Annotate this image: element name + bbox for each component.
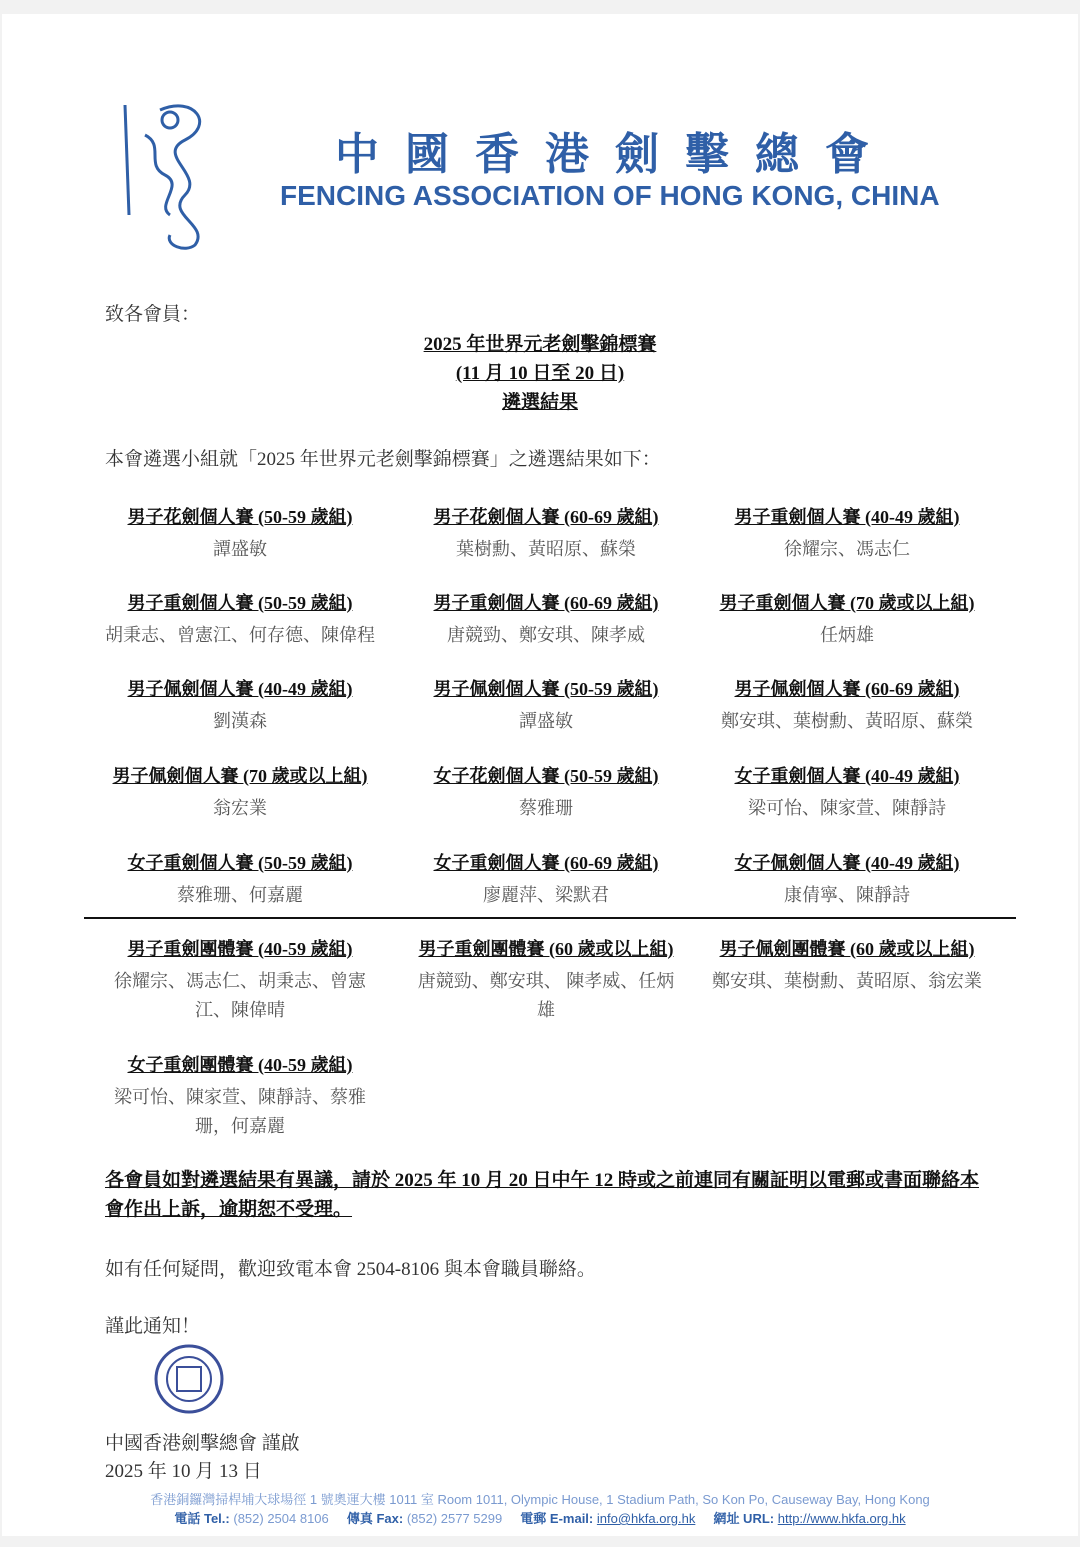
result-entry <box>396 589 696 650</box>
selected-fencers: 唐競勁、鄭安琪、陳孝威 <box>447 625 645 645</box>
email-link[interactable]: info@hkfa.org.hk <box>596 1511 696 1526</box>
selected-fencers: 鄭安琪、葉樹勳、黃昭原、蘇榮 <box>721 711 973 731</box>
result-entry <box>697 849 997 910</box>
event-title: 女子佩劍個人賽 (40-49 歲組) <box>734 853 960 873</box>
selected-fencers: 胡秉志、曾憲江、何存德、陳偉程 <box>105 625 375 645</box>
selected-fencers: 徐耀宗、馮志仁、胡秉志、曾憲江、陳偉晴 <box>114 971 366 1020</box>
tel-label: 電話 Tel.: <box>174 1511 230 1526</box>
event-title: 男子花劍個人賽 (50-59 歲組) <box>127 507 353 527</box>
footer-address: 香港銅鑼灣掃桿埔大球場徑 1 號奧運大樓 1011 室 Room 1011, Olympic House, 1 Stadium Path, So Kon Po, Causeway Bay, Hong Kong <box>150 1492 930 1507</box>
selected-fencers: 翁宏業 <box>213 798 267 818</box>
result-entry <box>396 849 696 910</box>
issue-date: 2025 年 10 月 13 日 <box>105 1461 262 1482</box>
event-title: 女子重劍個人賽 (50-59 歲組) <box>127 853 353 873</box>
appeal-notice: 各會員如對遴選結果有異議，請於 2025 年 10 月 20 日中午 12 時或之前連同有關証明以電郵或書面聯絡本會作出上訴，逾期恕不受理。 <box>105 1170 980 1220</box>
selected-fencers: 鄭安琪、葉樹勳、黃昭原、翁宏業 <box>712 971 982 991</box>
event-title: 男子佩劍個人賽 (60-69 歲組) <box>734 679 960 699</box>
result-entry <box>90 589 390 650</box>
result-entry <box>90 675 390 736</box>
event-title: 男子重劍個人賽 (40-49 歲組) <box>734 507 960 527</box>
event-title: 男子佩劍個人賽 (50-59 歲組) <box>433 679 659 699</box>
result-entry <box>697 589 997 650</box>
result-entry <box>396 935 696 1025</box>
event-title: 男子佩劍個人賽 (40-49 歲組) <box>127 679 353 699</box>
section-divider <box>84 917 1016 919</box>
result-entry <box>697 675 997 736</box>
selected-fencers: 唐競勁、鄭安琪、 陳孝威、任炳雄 <box>417 971 675 1020</box>
result-entry <box>90 935 390 1025</box>
selected-fencers: 劉漢森 <box>213 711 267 731</box>
doc-subtitle: 遴選結果 <box>501 392 578 413</box>
result-entry <box>90 503 390 564</box>
signature: 中國香港劍擊總會 謹啟 <box>105 1433 300 1454</box>
result-entry <box>90 1051 390 1141</box>
selected-fencers: 康倩寧、陳靜詩 <box>784 885 910 905</box>
event-title: 男子重劍個人賽 (70 歲或以上組) <box>719 593 975 613</box>
event-title: 男子佩劍個人賽 (70 歲或以上組) <box>112 766 368 786</box>
selected-fencers: 廖麗萍、梁默君 <box>483 885 609 905</box>
tel-value: (852) 2504 8106 <box>233 1511 329 1526</box>
event-title: 男子花劍個人賽 (60-69 歲組) <box>433 507 659 527</box>
url-label: 網址 URL: <box>713 1511 775 1526</box>
event-title: 女子花劍個人賽 (50-59 歲組) <box>433 766 659 786</box>
selected-fencers: 譚盛敏 <box>213 539 267 559</box>
doc-dates: (11 月 10 日至 20 日) <box>455 363 625 384</box>
doc-title: 2025 年世界元老劍擊錦標賽 <box>423 334 657 355</box>
fax-value: (852) 2577 5299 <box>406 1511 503 1526</box>
event-title: 男子重劍個人賽 (50-59 歲組) <box>127 593 353 613</box>
result-entry <box>697 762 997 823</box>
association-name-en: FENCING ASSOCIATION OF HONG KONG, CHINA <box>280 180 940 211</box>
salutation: 致各會員： <box>105 304 201 325</box>
selected-fencers: 梁可怡、陳家萱、陳靜詩、蔡雅珊，何嘉麗 <box>114 1087 366 1136</box>
event-title: 男子佩劍團體賽 (60 歲或以上組) <box>719 939 975 959</box>
url-link[interactable]: http://www.hkfa.org.hk <box>777 1511 906 1526</box>
event-title: 男子重劍個人賽 (60-69 歲組) <box>433 593 659 613</box>
result-entry <box>697 935 997 996</box>
association-seal-icon <box>153 1343 225 1415</box>
association-name-cn: 中國香港劍擊總會 <box>335 129 895 180</box>
event-title: 女子重劍個人賽 (60-69 歲組) <box>433 853 659 873</box>
selected-fencers: 蔡雅珊 <box>519 798 573 818</box>
event-title: 女子重劍團體賽 (40-59 歲組) <box>127 1055 353 1075</box>
result-entry <box>396 762 696 823</box>
footer-contacts <box>0 1508 1080 1527</box>
intro-text: 本會遴選小組就「2025 年世界元老劍擊錦標賽」之遴選結果如下： <box>105 449 661 470</box>
selected-fencers: 徐耀宗、馮志仁 <box>784 539 910 559</box>
selected-fencers: 梁可怡、陳家萱、陳靜詩 <box>748 798 946 818</box>
email-label: 電郵 E-mail: <box>520 1511 594 1526</box>
event-title: 男子重劍團體賽 (60 歲或以上組) <box>418 939 674 959</box>
fax-label: 傳真 Fax: <box>346 1511 404 1526</box>
selected-fencers: 葉樹勳、黃昭原、蘇榮 <box>456 539 636 559</box>
event-title: 女子重劍個人賽 (40-49 歲組) <box>734 766 960 786</box>
enquiry-text: 如有任何疑問，歡迎致電本會 2504-8106 與本會職員聯絡。 <box>105 1259 596 1280</box>
result-entry <box>697 503 997 564</box>
result-entry <box>396 503 696 564</box>
result-entry <box>90 762 390 823</box>
event-title: 男子重劍團體賽 (40-59 歲組) <box>127 939 353 959</box>
dragon-logo-icon <box>115 95 225 255</box>
closing-text: 謹此通知！ <box>105 1316 201 1337</box>
selected-fencers: 譚盛敏 <box>519 711 573 731</box>
result-entry <box>90 849 390 910</box>
selected-fencers: 任炳雄 <box>820 625 874 645</box>
selected-fencers: 蔡雅珊、何嘉麗 <box>177 885 303 905</box>
result-entry <box>396 675 696 736</box>
